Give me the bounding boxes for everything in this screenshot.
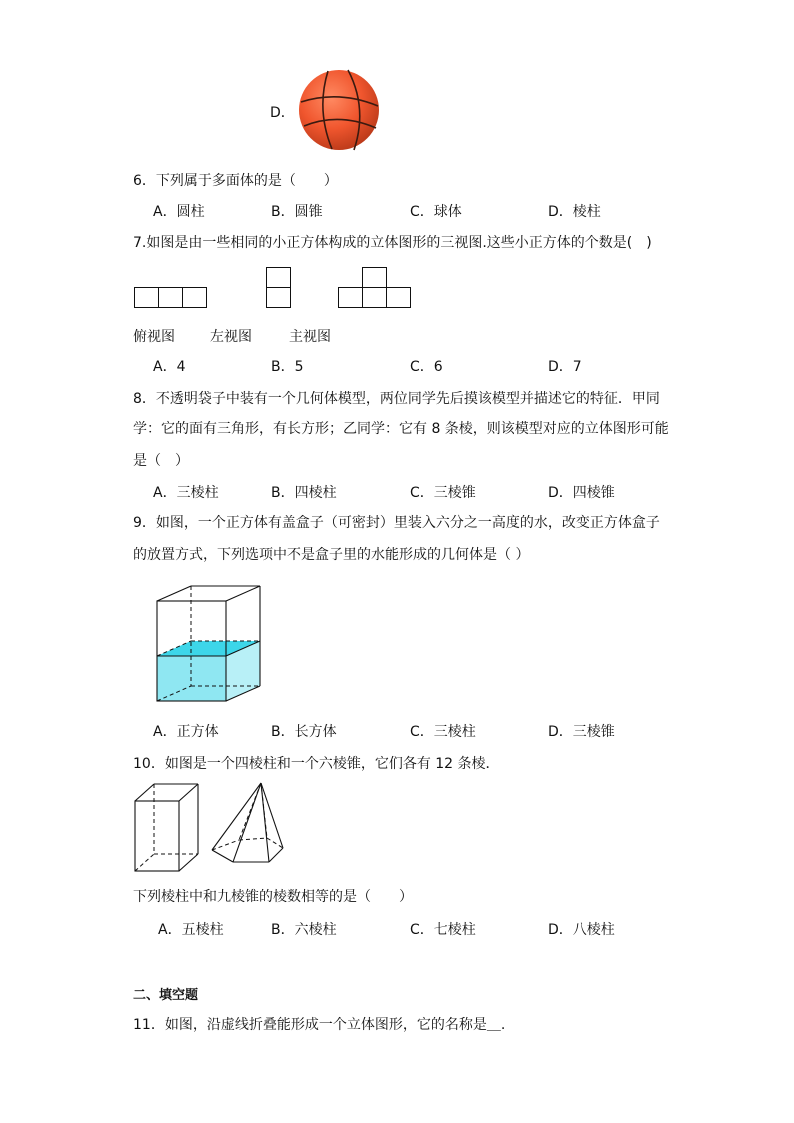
q6-option-d[interactable]: D．棱柱: [548, 204, 601, 220]
q7-left-view-figure: [266, 267, 292, 309]
q10-option-a[interactable]: A．五棱柱: [158, 922, 224, 938]
basketball-image: [298, 68, 380, 152]
q10-quadrangular-prism-figure: [134, 783, 200, 873]
q10-option-c[interactable]: C．七棱柱: [410, 922, 476, 938]
q8-option-d[interactable]: D．四棱锥: [548, 485, 615, 501]
q7-top-view-figure: [134, 287, 208, 309]
q9-option-a[interactable]: A．正方体: [153, 724, 219, 740]
q8-option-a[interactable]: A．三棱柱: [153, 485, 219, 501]
q9-stem-line-2: 的放置方式，下列选项中不是盒子里的水能形成的几何体是（ ）: [133, 547, 530, 563]
q10-question: 下列棱柱中和九棱锥的棱数相等的是（ ）: [133, 889, 413, 905]
q9-cube-with-water-figure: [154, 586, 266, 704]
q7-front-view-figure: [338, 267, 412, 309]
q8-option-b[interactable]: B．四棱柱: [271, 485, 337, 501]
q7-option-a[interactable]: A．4: [153, 359, 186, 375]
q7-label-left-view: 左视图: [210, 329, 252, 345]
q8-option-c[interactable]: C．三棱锥: [410, 485, 476, 501]
q8-stem-line-2: 学：它的面有三角形，有长方形；乙同学：它有 8 条棱，则该模型对应的立体图形可能: [133, 421, 669, 437]
q9-option-d[interactable]: D．三棱锥: [548, 724, 615, 740]
q8-stem-line-3: 是（ ）: [133, 453, 189, 469]
q5-option-d-label[interactable]: D．: [270, 105, 295, 121]
q9-option-c[interactable]: C．三棱柱: [410, 724, 476, 740]
section-title-fill-in: 二、填空题: [133, 988, 199, 1003]
q7-option-d[interactable]: D．7: [548, 359, 582, 375]
q10-stem: 10．如图是一个四棱柱和一个六棱锥，它们各有 12 条棱．: [133, 756, 500, 772]
q10-hexagonal-pyramid-figure: [211, 782, 285, 866]
q11-stem: 11．如图，沿虚线折叠能形成一个立体图形，它的名称是＿.: [133, 1017, 506, 1033]
q7-option-b[interactable]: B．5: [271, 359, 304, 375]
q9-option-b[interactable]: B．长方体: [271, 724, 337, 740]
q6-option-c[interactable]: C．球体: [410, 204, 462, 220]
q7-label-front-view: 主视图: [289, 329, 331, 345]
q6-option-b[interactable]: B．圆锥: [271, 204, 323, 220]
q9-stem-line-1: 9．如图，一个正方体有盖盒子（可密封）里装入六分之一高度的水，改变正方体盒子: [133, 515, 660, 531]
q10-option-b[interactable]: B．六棱柱: [271, 922, 337, 938]
q10-option-d[interactable]: D．八棱柱: [548, 922, 615, 938]
q6-option-a[interactable]: A．圆柱: [153, 204, 205, 220]
q7-stem: 7.如图是由一些相同的小正方体构成的立体图形的三视图.这些小正方体的个数是( ): [133, 235, 652, 251]
q7-label-top-view: 俯视图: [133, 329, 175, 345]
q8-stem-line-1: 8．不透明袋子中装有一个几何体模型，两位同学先后摸该模型并描述它的特征．甲同: [133, 391, 660, 407]
q7-option-c[interactable]: C．6: [410, 359, 443, 375]
q6-stem: 6．下列属于多面体的是（ ）: [133, 173, 338, 189]
